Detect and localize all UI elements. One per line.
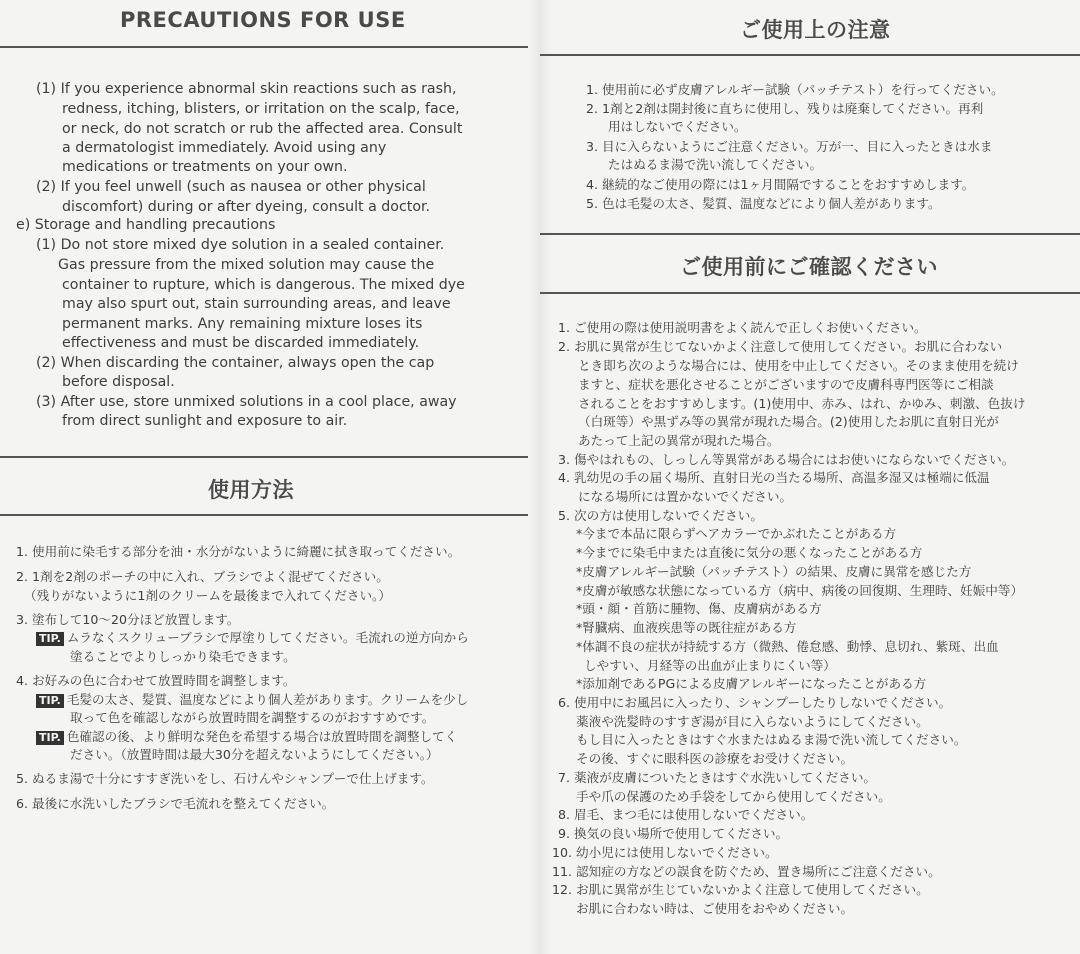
confirm-line: 1. ご使用の際は使用説明書をよく読んで正しくお使いください。 <box>558 320 927 335</box>
usage-rule-top <box>0 456 528 458</box>
precautions-title: PRECAUTIONS FOR USE <box>120 8 406 32</box>
usage-tip-text: 毛髪の太さ、髪質、温度などにより個人差があります。クリームを少し <box>66 692 469 707</box>
confirm-line: 2. お肌に異常が生じてないかよく注意して使用してください。お肌に合わない <box>558 339 1003 354</box>
note-line: たはぬるま湯で洗い流してください。 <box>608 157 823 172</box>
confirm-line: その後、すぐに眼科医の診療をお受けください。 <box>576 751 854 766</box>
precaution-line: may also spurt out, stain surrounding areas, and leave <box>62 296 451 312</box>
usage-line: 6. 最後に水洗いしたブラシで毛流れを整えてください。 <box>16 796 335 811</box>
tip-badge: TIP. <box>36 731 64 745</box>
confirm-line: 3. 傷やはれもの、しっしん等異常がある場合にはお使いにならないでください。 <box>558 452 1015 467</box>
confirm-line: 8. 眉毛、まつ毛には使用しないでください。 <box>558 807 814 822</box>
confirm-line: 10. 幼小児には使用しないでください。 <box>552 845 778 860</box>
confirm-line: 薬液や洗髪時のすすぎ湯が目に入らないようにしてください。 <box>576 714 929 729</box>
precaution-line: (3) After use, store unmixed solutions in a cool place, away <box>36 394 457 410</box>
note-line: 3. 目に入らないようにご注意ください。万が一、目に入ったときは水ま <box>586 139 993 154</box>
confirm-line: *今までに染毛中または直後に気分の悪くなったことがある方 <box>576 545 923 560</box>
confirm-line: お肌に合わない時は、ご使用をおやめください。 <box>576 901 854 916</box>
confirm-line: （白斑等）や黒ずみ等の異常が現れた場合。(2)使用したお肌に直射日光が <box>578 414 999 429</box>
confirm-rule-top <box>540 233 1080 235</box>
usage-tip-line <box>36 689 468 708</box>
confirm-line: *頭・顔・首筋に腫物、傷、皮膚病がある方 <box>576 601 822 616</box>
precaution-line: effectiveness and must be discarded immediately. <box>62 335 420 351</box>
usage-line: 1. 使用前に染毛する部分を油・水分がないように綺麗に拭き取ってください。 <box>16 544 461 559</box>
precaution-line: before disposal. <box>62 374 175 390</box>
confirm-line: になる場所には置かないでください。 <box>578 489 793 504</box>
confirm-line: *皮膚が敏感な状態になっている方（病中、病後の回復期、生理時、妊娠中等） <box>576 583 1024 598</box>
precaution-line: (1) If you experience abnormal skin reactions such as rash, <box>36 81 457 97</box>
note-line: 4. 継続的なご使用の際には1ヶ月間隔ですることをおすすめします。 <box>586 177 975 192</box>
confirm-title: ご使用前にご確認ください <box>680 255 938 279</box>
usage-line: 塗ることでよりしっかり染毛できます。 <box>70 649 296 664</box>
precaution-line: container to rupture, which is dangerous. The mixed dye <box>62 277 465 293</box>
precaution-line: medications or treatments on your own. <box>62 159 348 175</box>
confirm-line: *添加剤であるPGによる皮膚アレルギーになったことがある方 <box>576 676 927 691</box>
precaution-line: redness, itching, blisters, or irritation on the scalp, face, <box>62 101 460 117</box>
confirm-line: されることをおすすめします。(1)使用中、赤み、はれ、かゆみ、刺激、色抜け <box>578 396 1026 411</box>
precaution-line: a dermatologist immediately. Avoid using any <box>62 140 387 156</box>
confirm-line: 9. 換気の良い場所で使用してください。 <box>558 826 789 841</box>
usage-line: 3. 塗布して10～20分ほど放置します。 <box>16 612 240 627</box>
confirm-line: *皮膚アレルギー試験（パッチテスト）の結果、皮膚に異常を感じた方 <box>576 564 972 579</box>
confirm-line: しやすい、月経等の出血が止まりにくい等） <box>584 658 836 673</box>
confirm-line: 7. 薬液が皮膚についたときはすぐ水洗いしてください。 <box>558 770 877 785</box>
note-line: 2. 1剤と2剤は開封後に直ちに使用し、残りは廃棄してください。再利 <box>586 101 984 116</box>
confirm-line: 12. お肌に異常が生じていないかよく注意して使用してください。 <box>552 882 929 897</box>
precaution-line: permanent marks. Any remaining mixture loses its <box>62 316 423 332</box>
confirm-line: 6. 使用中にお風呂に入ったり、シャンプーしたりしないでください。 <box>558 695 952 710</box>
precaution-line: or neck, do not scratch or rub the affected area. Consult <box>62 121 463 137</box>
precaution-line: (1) Do not store mixed dye solution in a sealed container. <box>36 237 445 253</box>
usage-tip-line <box>36 627 469 646</box>
precaution-line: Gas pressure from the mixed solution may cause the <box>58 257 435 273</box>
confirm-line: *今まで本品に限らずヘアカラーでかぶれたことがある方 <box>576 526 897 541</box>
confirm-line: 11. 認知症の方などの誤食を防ぐため、置き場所にご注意ください。 <box>552 864 941 879</box>
note-line: 1. 使用前に必ず皮膚アレルギー試験（パッチテスト）を行ってください。 <box>586 82 1004 97</box>
confirm-line: 手や爪の保護のため手袋をしてから使用してください。 <box>576 789 891 804</box>
confirm-line: ますと、症状を悪化させることがございますので皮膚科専門医等にご相談 <box>578 377 994 392</box>
confirm-line: とき即ち次のような場合には、使用を中止してください。そのまま使用を続け <box>578 358 1019 373</box>
usage-rule-bottom <box>0 514 528 516</box>
usage-line: 5. ぬるま湯で十分にすすぎ洗いをし、石けんやシャンプーで仕上げます。 <box>16 771 434 786</box>
usage-line: 取って色を確認しながら放置時間を調整するのがおすすめです。 <box>70 710 435 725</box>
usage-line: ださい。（放置時間は最大30分を超えないようにしてください。） <box>70 747 439 762</box>
tip-badge: TIP. <box>36 632 64 646</box>
precautions-rule <box>0 46 528 48</box>
confirm-line: 5. 次の方は使用しないでください。 <box>558 508 763 523</box>
usage-line: 2. 1剤を2剤のポーチの中に入れ、ブラシでよく混ぜてください。 <box>16 569 389 584</box>
precaution-line: (2) If you feel unwell (such as nausea or other physical <box>36 179 426 195</box>
usage-title: 使用方法 <box>208 478 294 502</box>
confirm-rule-bottom <box>540 292 1080 294</box>
notes-title: ご使用上の注意 <box>740 18 891 42</box>
precaution-line: from direct sunlight and exposure to air. <box>62 413 348 429</box>
usage-tip-text: ムラなくスクリューブラシで厚塗りしてください。毛流れの逆方向から <box>66 630 469 645</box>
confirm-line: あたって上記の異常が現れた場合。 <box>578 433 780 448</box>
precaution-line: discomfort) during or after dyeing, consult a doctor. <box>62 199 431 215</box>
notes-rule <box>540 54 1080 56</box>
confirm-line: 4. 乳幼児の手の届く場所、直射日光の当たる場所、高温多湿又は極端に低温 <box>558 470 990 485</box>
usage-line: 4. お好みの色に合わせて放置時間を調整します。 <box>16 673 296 688</box>
page-fold <box>528 0 552 954</box>
usage-tip-text: 色確認の後、より鮮明な発色を希望する場合は放置時間を調整してく <box>66 729 458 744</box>
tip-badge: TIP. <box>36 694 64 708</box>
confirm-line: *体調不良の症状が持続する方（微熱、倦怠感、動悸、息切れ、紫斑、出血 <box>576 639 999 654</box>
precaution-line: e) Storage and handling precautions <box>16 217 276 233</box>
confirm-line: もし目に入ったときはすぐ水またはぬるま湯で洗い流してください。 <box>576 732 967 747</box>
usage-tip-line <box>36 726 457 745</box>
usage-line: （残りがないように1剤のクリームを最後まで入れてください。） <box>24 588 391 603</box>
note-line: 用はしないでください。 <box>608 119 747 134</box>
note-line: 5. 色は毛髪の太さ、髪質、温度などにより個人差があります。 <box>586 196 941 211</box>
confirm-line: *腎臓病、血液疾患等の既往症がある方 <box>576 620 797 635</box>
precaution-line: (2) When discarding the container, always open the cap <box>36 355 435 371</box>
